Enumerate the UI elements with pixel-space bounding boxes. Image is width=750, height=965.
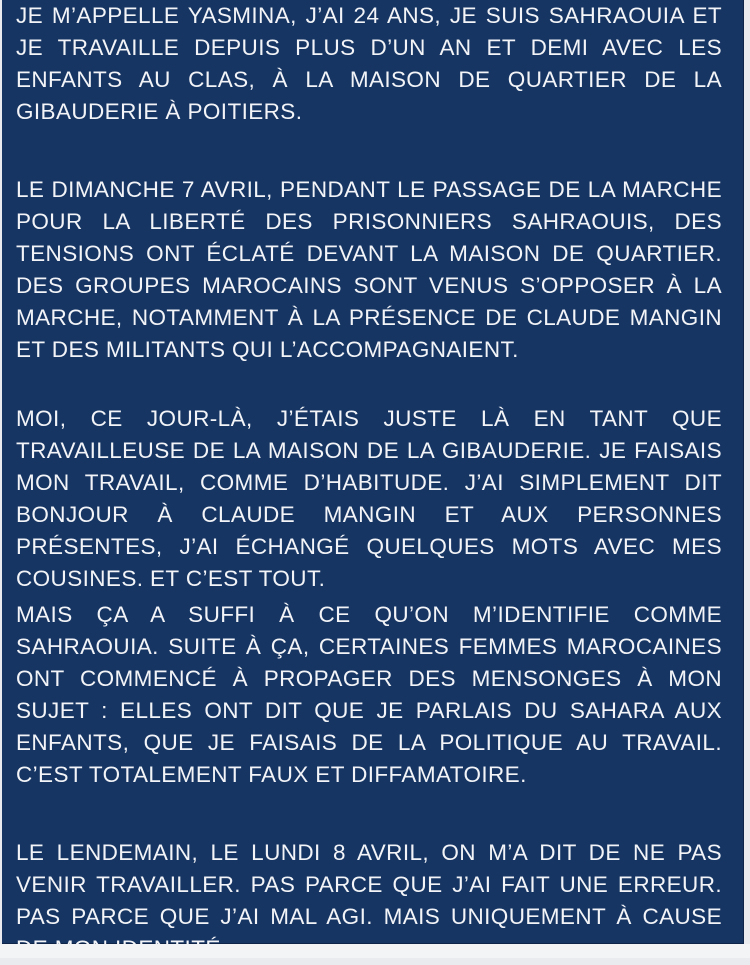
bottom-margin xyxy=(0,944,750,958)
paragraph-1: JE M’APPELLE YASMINA, J’AI 24 ANS, JE SUIS SAHRAOUIA ET JE TRAVAILLE DEPUIS PLUS D’UN AN ET DEMI AVEC LES ENFANTS AU CLAS, À LA MAISON DE QUARTIER DE LA GIBAUDERIE À POITIERS. xyxy=(16,3,722,124)
paragraph-5: LE LENDEMAIN, LE LUNDI 8 AVRIL, ON M’A DIT DE NE PAS VENIR TRAVAILLER. PAS PARCE QUE J’AI FAIT UNE ERREUR. PAS PARCE QUE J’AI MAL AGI. MAIS UNIQUEMENT À CAUSE xyxy=(16,840,722,929)
text-panel xyxy=(2,0,744,944)
statement-text xyxy=(16,0,722,944)
paragraph-4: MAIS ÇA A SUFFI À CE QU’ON M’IDENTIFIE COMME SAHRAOUIA. SUITE À ÇA, CERTAINES FEMMES MAROCAINES ONT COMMENCÉ À PROPAGER DES MENSONGES À MON SUJET : ELLES ONT DIT QUE JE PARLAIS DU SAHARA AUX ENFANTS, QUE JE FAISAIS DE LA POLITIQUE AU TRAVAIL. C’EST TOTALEMENT FAUX ET DIFFAMATOIRE. xyxy=(16,602,722,787)
paragraph-3: MOI, CE JOUR-LÀ, J’ÉTAIS JUSTE LÀ EN TANT QUE TRAVAILLEUSE DE LA MAISON DE LA GIBAUDERIE. JE FAISAIS MON TRAVAIL, COMME D’HABITUDE. J’AI SIMPLEMENT DIT BONJOUR À CLAUDE MANGIN ET AUX PERSONNES PRÉSENTES, J’AI ÉCHANGÉ QUELQUES MOTS AVEC MES COUSINES. ET C’EST TOUT. xyxy=(16,406,722,591)
paragraph-2: LE DIMANCHE 7 AVRIL, PENDANT LE PASSAGE DE LA MARCHE POUR LA LIBERTÉ DES PRISONNIERS SAHRAOUIS, DES TENSIONS ONT ÉCLATÉ DEVANT LA MAISON DE QUARTIER. DES GROUPES MAROCAINS SONT VENUS S’OPPOSER À LA MARCHE, NOTAMMENT À LA PRÉSENCE DE CLAUDE MANGIN ET DES MILITANTS QUI L’ACCOMPAGNAIENT. xyxy=(16,177,722,362)
